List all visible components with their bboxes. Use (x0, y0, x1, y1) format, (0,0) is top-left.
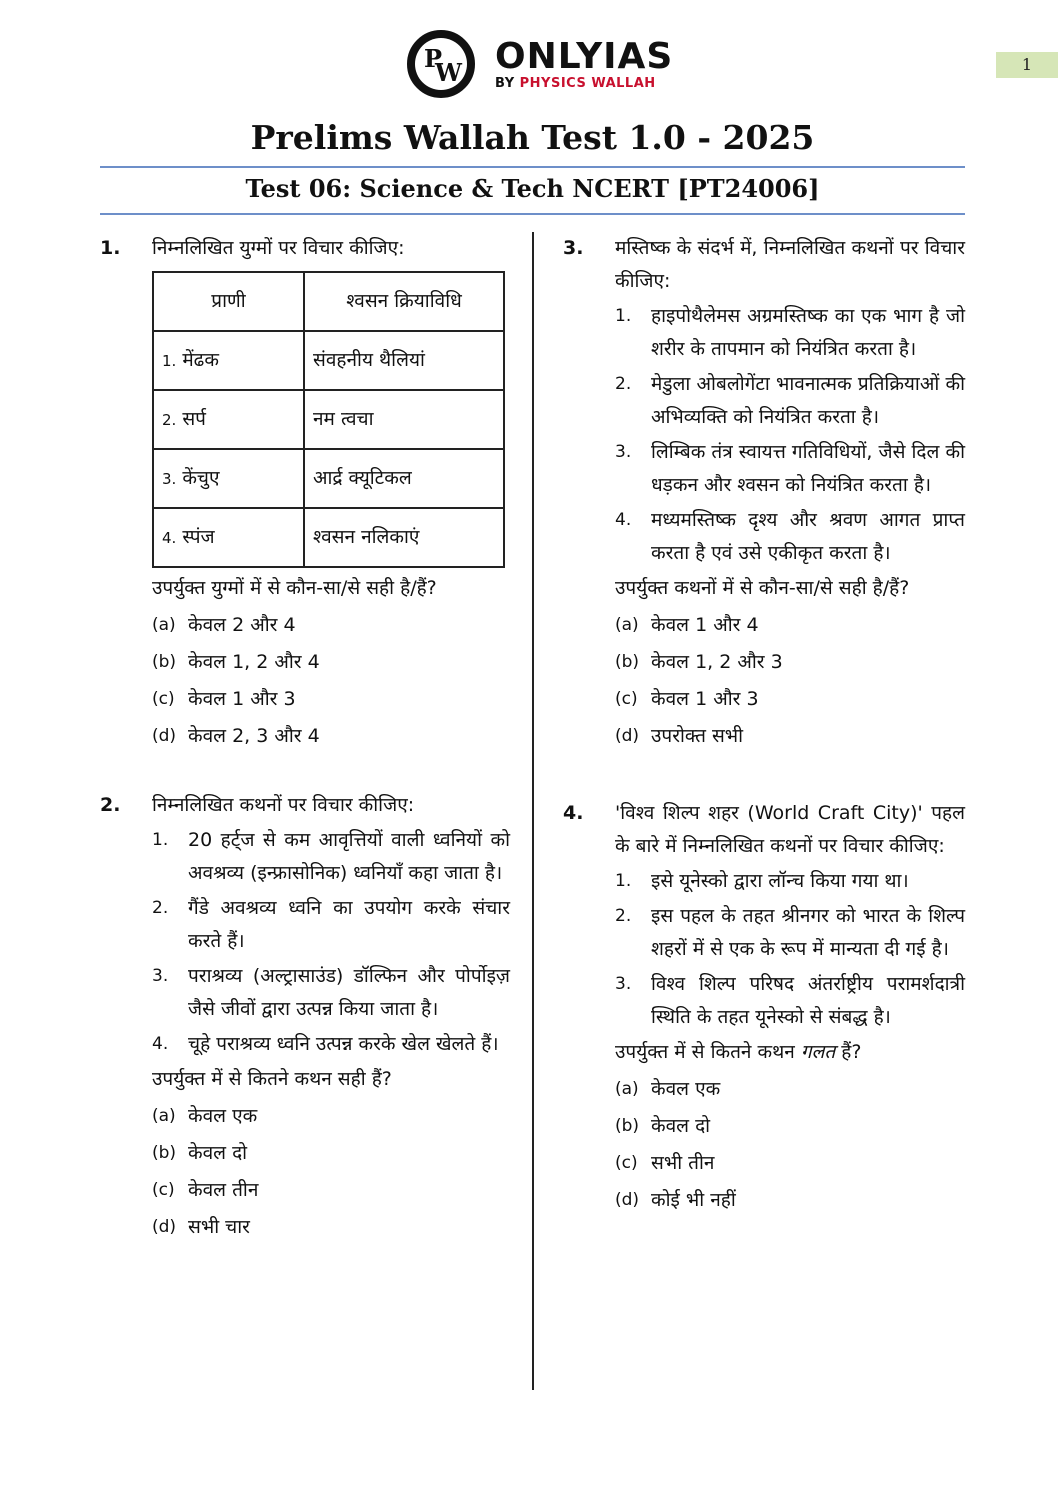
table-cell: 4. स्पंज (153, 508, 304, 567)
table-cell: संवहनीय थैलियां (304, 331, 504, 390)
page-number: 1 (996, 52, 1058, 78)
option-a[interactable]: (a) केवल 1 और 4 (615, 614, 759, 636)
option-d[interactable]: (d) उपरोक्त सभी (615, 725, 744, 747)
statement: 2. मेडुला ओबलोगेंटा भावनात्मक प्रतिक्रियाओं की अभिव्यक्ति को नियंत्रित करता है। (615, 373, 965, 428)
left-column (100, 232, 510, 1248)
question-number: 1. (100, 237, 121, 259)
question-text: निम्नलिखित कथनों पर विचार कीजिए: (152, 794, 415, 816)
option-c[interactable]: (c) केवल तीन (152, 1179, 259, 1201)
pairs-table (152, 271, 505, 568)
table-cell: 3. केंचुए (153, 449, 304, 508)
statement: 4. चूहे पराश्रव्य ध्वनि उत्पन्न करके खेल खेलते हैं। (152, 1033, 499, 1055)
question-text: 'विश्व शिल्प शहर (World Craft City)' पहल के बारे में निम्नलिखित कथनों पर विचार कीजिए: (615, 802, 965, 857)
table-row (153, 508, 504, 567)
question-text: निम्नलिखित युग्मों पर विचार कीजिए: (152, 237, 405, 259)
statement: 2. गैंडे अवश्रव्य ध्वनि का उपयोग करके संचार करते हैं। (152, 897, 510, 952)
option-b[interactable]: (b) केवल 1, 2 और 3 (615, 651, 783, 673)
option-b[interactable]: (b) केवल दो (152, 1142, 248, 1164)
question-4 (563, 797, 965, 1217)
statement: 1. 20 हर्ट्ज से कम आवृत्तियों वाली ध्वनियों को अवश्रव्य (इन्फ्रासोनिक) ध्वनियाँ कहा जाता है। (152, 829, 510, 884)
option-b[interactable]: (b) केवल दो (615, 1115, 711, 1137)
option-c[interactable]: (c) केवल 1 और 3 (152, 688, 296, 710)
title-divider (100, 166, 965, 168)
statement: 3. विश्व शिल्प परिषद अंतर्राष्ट्रीय परामर्शदात्री स्थिति के तहत यूनेस्को से संबद्ध है। (615, 973, 965, 1028)
table-row (153, 449, 504, 508)
brand-tagline: BY PHYSICS WALLAH (495, 75, 656, 91)
test-subtitle: Test 06: Science & Tech NCERT [PT24006] (245, 174, 820, 203)
question-prompt: उपर्युक्त कथनों में से कौन-सा/से सही है/हैं? (615, 577, 910, 599)
page-title: Prelims Wallah Test 1.0 - 2025 (250, 118, 815, 157)
question-number: 3. (563, 237, 584, 259)
table-row (153, 331, 504, 390)
option-a[interactable]: (a) केवल 2 और 4 (152, 614, 296, 636)
question-text: मस्तिष्क के संदर्भ में, निम्नलिखित कथनों पर विचार कीजिए: (615, 237, 965, 292)
table-row (153, 390, 504, 449)
table-cell: श्वसन नलिकाएं (304, 508, 504, 567)
statement: 4. मध्यमस्तिष्क दृश्य और श्रवण आगत प्राप्त करता है एवं उसे एकीकृत करता है। (615, 509, 965, 564)
option-d[interactable]: (d) केवल 2, 3 और 4 (152, 725, 320, 747)
statement: 3. पराश्रव्य (अल्ट्रासाउंड) डॉल्फिन और पोर्पोइज़ जैसे जीवों द्वारा उत्पन्न किया जाता है। (152, 965, 510, 1020)
table-cell: 2. सर्प (153, 390, 304, 449)
table-header-row (153, 272, 504, 331)
column-divider (532, 232, 534, 1390)
brand-name: ONLYIAS (495, 35, 674, 77)
statement: 2. इस पहल के तहत श्रीनगर को भारत के शिल्प शहरों में से एक के रूप में मान्यता दी गई है। (615, 905, 965, 960)
question-1 (100, 232, 510, 753)
option-d[interactable]: (d) कोई भी नहीं (615, 1189, 736, 1211)
question-number: 2. (100, 794, 121, 816)
option-b[interactable]: (b) केवल 1, 2 और 4 (152, 651, 320, 673)
table-header-cell: श्वसन क्रियाविधि (304, 272, 504, 331)
question-prompt: उपर्युक्त में से कितने कथन सही हैं? (152, 1068, 392, 1090)
table-cell: 1. मेंढक (153, 331, 304, 390)
option-c[interactable]: (c) केवल 1 और 3 (615, 688, 759, 710)
brand-logo (407, 28, 673, 100)
table-cell: नम त्वचा (304, 390, 504, 449)
option-c[interactable]: (c) सभी तीन (615, 1152, 715, 1174)
statement: 1. हाइपोथैलेमस अग्रमस्तिष्क का एक भाग है जो शरीर के तापमान को नियंत्रित करता है। (615, 305, 965, 360)
right-column (563, 232, 965, 1221)
pw-logo-icon: P W (407, 30, 475, 98)
subtitle-divider (100, 213, 965, 215)
question-2 (100, 789, 510, 1244)
statement: 1. इसे यूनेस्को द्वारा लॉन्च किया गया था। (615, 870, 909, 892)
option-a[interactable]: (a) केवल एक (152, 1105, 258, 1127)
statement: 3. लिम्बिक तंत्र स्वायत्त गतिविधियों, जैसे दिल की धड़कन और श्वसन को नियंत्रित करता है। (615, 441, 965, 496)
table-cell: आर्द्र क्यूटिकल (304, 449, 504, 508)
question-number: 4. (563, 802, 584, 824)
question-prompt: उपर्युक्त में से कितने कथन गलत हैं? (615, 1041, 862, 1063)
table-header-cell: प्राणी (153, 272, 304, 331)
option-d[interactable]: (d) सभी चार (152, 1216, 250, 1238)
option-a[interactable]: (a) केवल एक (615, 1078, 721, 1100)
question-prompt: उपर्युक्त युग्मों में से कौन-सा/से सही है/हैं? (152, 577, 437, 599)
question-3 (563, 232, 965, 753)
